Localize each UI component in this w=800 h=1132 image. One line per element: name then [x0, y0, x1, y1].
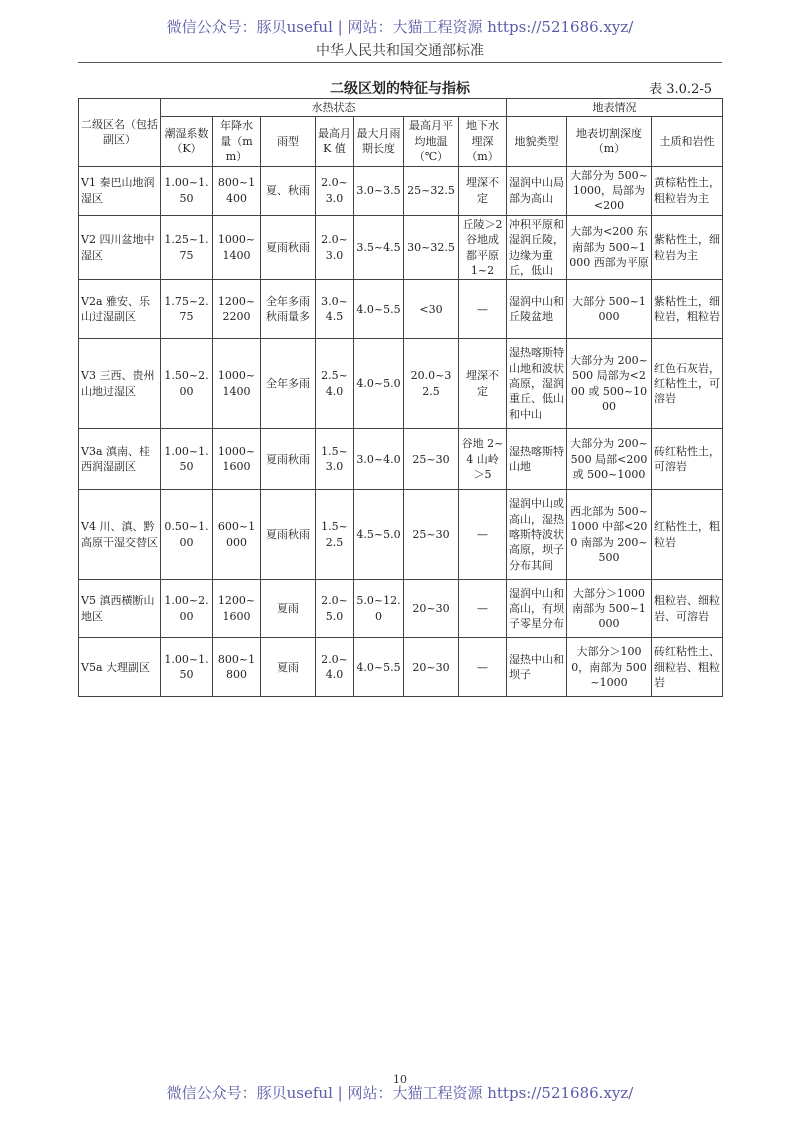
cell-type: 全年多雨秋雨量多: [261, 280, 316, 339]
table-row: [79, 429, 723, 490]
cell-kmax: 3.0~4.5: [316, 280, 354, 339]
cell-kmax: 2.0~5.0: [316, 580, 354, 638]
cell-type: 夏、秋雨: [261, 166, 316, 215]
cell-cut: 大部分为 200~500 局部<200 或 500~1000: [567, 429, 652, 490]
table-row: [79, 166, 723, 215]
cell-cut: 大部分为 500~1000，局部为<200: [567, 166, 652, 215]
cell-rainlen: 4.0~5.0: [354, 339, 404, 429]
cell-zone: Ⅴ5a 大理副区: [79, 638, 161, 697]
col-type: 雨型: [261, 117, 316, 166]
cell-kmax: 1.5~3.0: [316, 429, 354, 490]
cell-water: —: [459, 490, 507, 580]
cell-type: 夏雨: [261, 638, 316, 697]
table-row: [79, 490, 723, 580]
cell-temp: 25~30: [404, 429, 459, 490]
cell-cut: 大部分 500~1000: [567, 280, 652, 339]
col-rainlen: 最大月雨期长度: [354, 117, 404, 166]
cell-water: —: [459, 638, 507, 697]
cell-rainlen: 5.0~12.0: [354, 580, 404, 638]
cell-zone: Ⅴ2a 雅安、乐山过湿副区: [79, 280, 161, 339]
cell-cut: 大部分为 200~500 局部为<200 或 500~1000: [567, 339, 652, 429]
cell-rainlen: 4.5~5.0: [354, 490, 404, 580]
cell-rain: 1200~2200: [213, 280, 261, 339]
cell-water: 谷地 2~4 山岭＞5: [459, 429, 507, 490]
cell-soil: 紫粘性土，细粒岩，粗粒岩: [652, 280, 723, 339]
cell-temp: 25~32.5: [404, 166, 459, 215]
table-title: 二级区划的特征与指标: [330, 81, 470, 97]
header-rule: [78, 62, 722, 63]
watermark-top: 微信公众号：豚贝useful | 网站：大猫工程资源 https://521686.xyz/: [166, 18, 634, 36]
cell-zone: Ⅴ2 四川盆地中湿区: [79, 215, 161, 280]
cell-kmax: 1.5~2.5: [316, 490, 354, 580]
cell-cut: 大部分＞1000 南部为 500~1000: [567, 580, 652, 638]
cell-rainlen: 3.5~4.5: [354, 215, 404, 280]
cell-rainlen: 3.0~3.5: [354, 166, 404, 215]
cell-water: 丘陵＞2 谷地成都平原 1~2: [459, 215, 507, 280]
table-row: [79, 638, 723, 697]
cell-land: 湿润中山和丘陵盆地: [507, 280, 567, 339]
cell-land: 湿热中山和坝子: [507, 638, 567, 697]
cell-water: 埋深不定: [459, 339, 507, 429]
cell-temp: 30~32.5: [404, 215, 459, 280]
cell-type: 夏雨秋雨: [261, 429, 316, 490]
cell-kmax: 2.0~3.0: [316, 166, 354, 215]
cell-k: 1.50~2.00: [161, 339, 213, 429]
cell-soil: 红色石灰岩，红粘性土，可溶岩: [652, 339, 723, 429]
page-number: 10: [393, 1073, 407, 1086]
cell-kmax: 2.0~4.0: [316, 638, 354, 697]
cell-land: 湿热喀斯特山地: [507, 429, 567, 490]
col-temp: 最高月平均地温（℃）: [404, 117, 459, 166]
cell-rain: 1000~1400: [213, 339, 261, 429]
cell-rain: 800~1400: [213, 166, 261, 215]
table-row: [79, 580, 723, 638]
cell-rain: 1000~1600: [213, 429, 261, 490]
cell-rain: 800~1800: [213, 638, 261, 697]
cell-k: 1.00~2.00: [161, 580, 213, 638]
cell-temp: 25~30: [404, 490, 459, 580]
cell-temp: <30: [404, 280, 459, 339]
zone-table: [78, 98, 723, 697]
cell-type: 夏雨秋雨: [261, 490, 316, 580]
cell-cut: 大部为<200 东南部为 500~1000 西部为平原: [567, 215, 652, 280]
cell-k: 0.50~1.00: [161, 490, 213, 580]
cell-cut: 西北部为 500~1000 中部<200 南部为 200~500: [567, 490, 652, 580]
cell-kmax: 2.0~3.0: [316, 215, 354, 280]
watermark-bottom: 微信公众号：豚贝useful | 网站：大猫工程资源 https://521686.xyz/: [166, 1084, 634, 1102]
col-kmax: 最高月 K 值: [316, 117, 354, 166]
cell-soil: 砖红粘性土，可溶岩: [652, 429, 723, 490]
cell-temp: 20~30: [404, 580, 459, 638]
cell-kmax: 2.5~4.0: [316, 339, 354, 429]
cell-soil: 紫粘性土，细粒岩为主: [652, 215, 723, 280]
cell-soil: 砖红粘性土、细粒岩、粗粒岩: [652, 638, 723, 697]
cell-zone: Ⅴ1 秦巴山地润湿区: [79, 166, 161, 215]
cell-zone: Ⅴ3 三西、贵州山地过湿区: [79, 339, 161, 429]
cell-zone: Ⅴ3a 滇南、桂西润湿副区: [79, 429, 161, 490]
table-number: 表 3.0.2-5: [649, 82, 712, 97]
cell-rainlen: 3.0~4.0: [354, 429, 404, 490]
cell-temp: 20.0~32.5: [404, 339, 459, 429]
group-hydro: 水热状态: [161, 99, 507, 117]
col-land: 地貌类型: [507, 117, 567, 166]
cell-land: 湿润中山局部为高山: [507, 166, 567, 215]
cell-zone: Ⅴ5 滇西横断山地区: [79, 580, 161, 638]
cell-land: 冲积平原和湿润丘陵，边缘为重丘，低山: [507, 215, 567, 280]
col-water: 地下水埋深（m）: [459, 117, 507, 166]
col-soil: 土质和岩性: [652, 117, 723, 166]
cell-rain: 600~1000: [213, 490, 261, 580]
cell-k: 1.00~1.50: [161, 429, 213, 490]
cell-cut: 大部分＞1000，南部为 500~1000: [567, 638, 652, 697]
cell-soil: 粗粒岩、细粒岩、可溶岩: [652, 580, 723, 638]
cell-land: 湿润中山和高山，有坝子零星分布: [507, 580, 567, 638]
cell-land: 湿热喀斯特山地和波状高原，湿润重丘、低山和中山: [507, 339, 567, 429]
cell-k: 1.75~2.75: [161, 280, 213, 339]
table-row: [79, 215, 723, 280]
col-zone: 二级区名（包括副区）: [79, 99, 161, 167]
col-k: 潮湿系数（K）: [161, 117, 213, 166]
cell-soil: 黄棕粘性土，粗粒岩为主: [652, 166, 723, 215]
cell-soil: 红粘性土，粗粒岩: [652, 490, 723, 580]
cell-type: 全年多雨: [261, 339, 316, 429]
cell-type: 夏雨秋雨: [261, 215, 316, 280]
col-cut: 地表切割深度（m）: [567, 117, 652, 166]
cell-k: 1.00~1.50: [161, 638, 213, 697]
cell-rain: 1000~1400: [213, 215, 261, 280]
standard-name: 中华人民共和国交通部标准: [316, 43, 484, 59]
cell-k: 1.25~1.75: [161, 215, 213, 280]
table-row: [79, 339, 723, 429]
cell-land: 湿润中山或高山，湿热喀斯特波状高原，坝子分布其间: [507, 490, 567, 580]
cell-temp: 20~30: [404, 638, 459, 697]
cell-rainlen: 4.0~5.5: [354, 638, 404, 697]
cell-k: 1.00~1.50: [161, 166, 213, 215]
col-rain: 年降水量（mm）: [213, 117, 261, 166]
cell-rain: 1200~1600: [213, 580, 261, 638]
table-row: [79, 280, 723, 339]
cell-water: —: [459, 580, 507, 638]
cell-water: 埋深不定: [459, 166, 507, 215]
cell-water: —: [459, 280, 507, 339]
cell-zone: Ⅴ4 川、滇、黔高原干湿交替区: [79, 490, 161, 580]
cell-type: 夏雨: [261, 580, 316, 638]
group-surface: 地表情况: [507, 99, 723, 117]
cell-rainlen: 4.0~5.5: [354, 280, 404, 339]
